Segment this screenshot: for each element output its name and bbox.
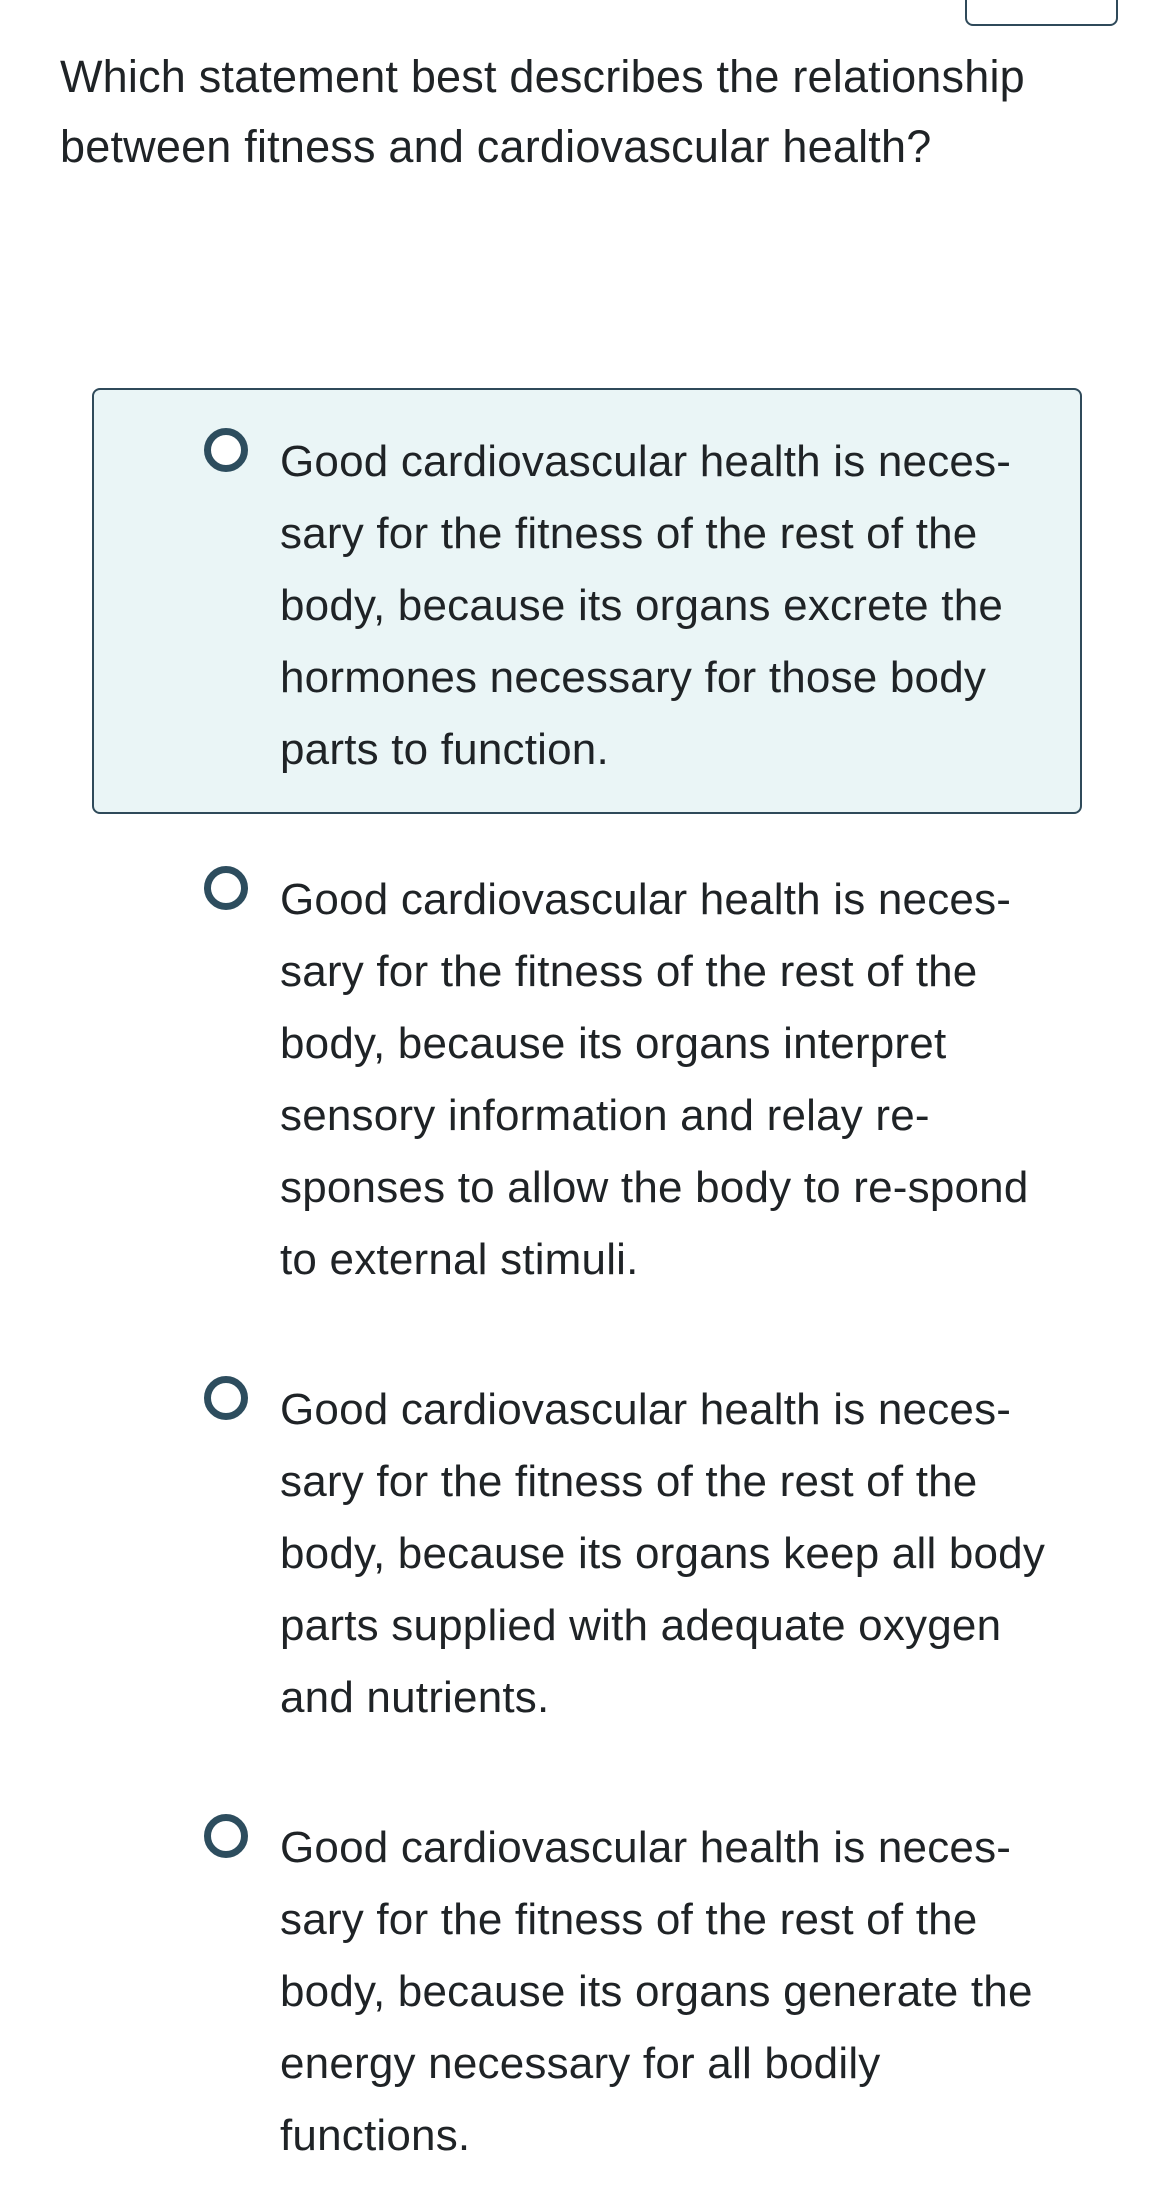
- answer-option-text: Good cardiovascular health is neces-sary for the fitness of the rest of the body, because its organs generate the energy necessary for all bodily functions.: [280, 1823, 1033, 2160]
- radio-circle-icon[interactable]: [204, 1814, 248, 1858]
- radio-circle-icon[interactable]: [204, 866, 248, 910]
- radio-circle-icon[interactable]: [204, 1376, 248, 1420]
- answer-option-4[interactable]: [92, 1774, 1082, 2200]
- answer-option-2[interactable]: [92, 826, 1082, 1324]
- question-text: Which statement best describes the relationship between fitness and cardiovascular health?: [60, 51, 1025, 172]
- top-action-button[interactable]: [965, 0, 1118, 26]
- answer-option-3[interactable]: [92, 1336, 1082, 1762]
- answer-option-1[interactable]: [92, 388, 1082, 814]
- radio-circle-icon[interactable]: [204, 428, 248, 472]
- answer-option-text: Good cardiovascular health is neces-sary for the fitness of the rest of the body, because its organs keep all body parts supplied with adequate oxygen and nutrients.: [280, 1385, 1046, 1722]
- answer-options: [92, 388, 1082, 2200]
- answer-option-text: Good cardiovascular health is neces-sary for the fitness of the rest of the body, because its organs interpret sensory information and relay re-sponses to allow the body to re-spond to external stimuli.: [280, 875, 1029, 1284]
- answer-option-text: Good cardiovascular health is neces-sary for the fitness of the rest of the body, because its organs excrete the hormones necessary for those body parts to function.: [280, 437, 1012, 774]
